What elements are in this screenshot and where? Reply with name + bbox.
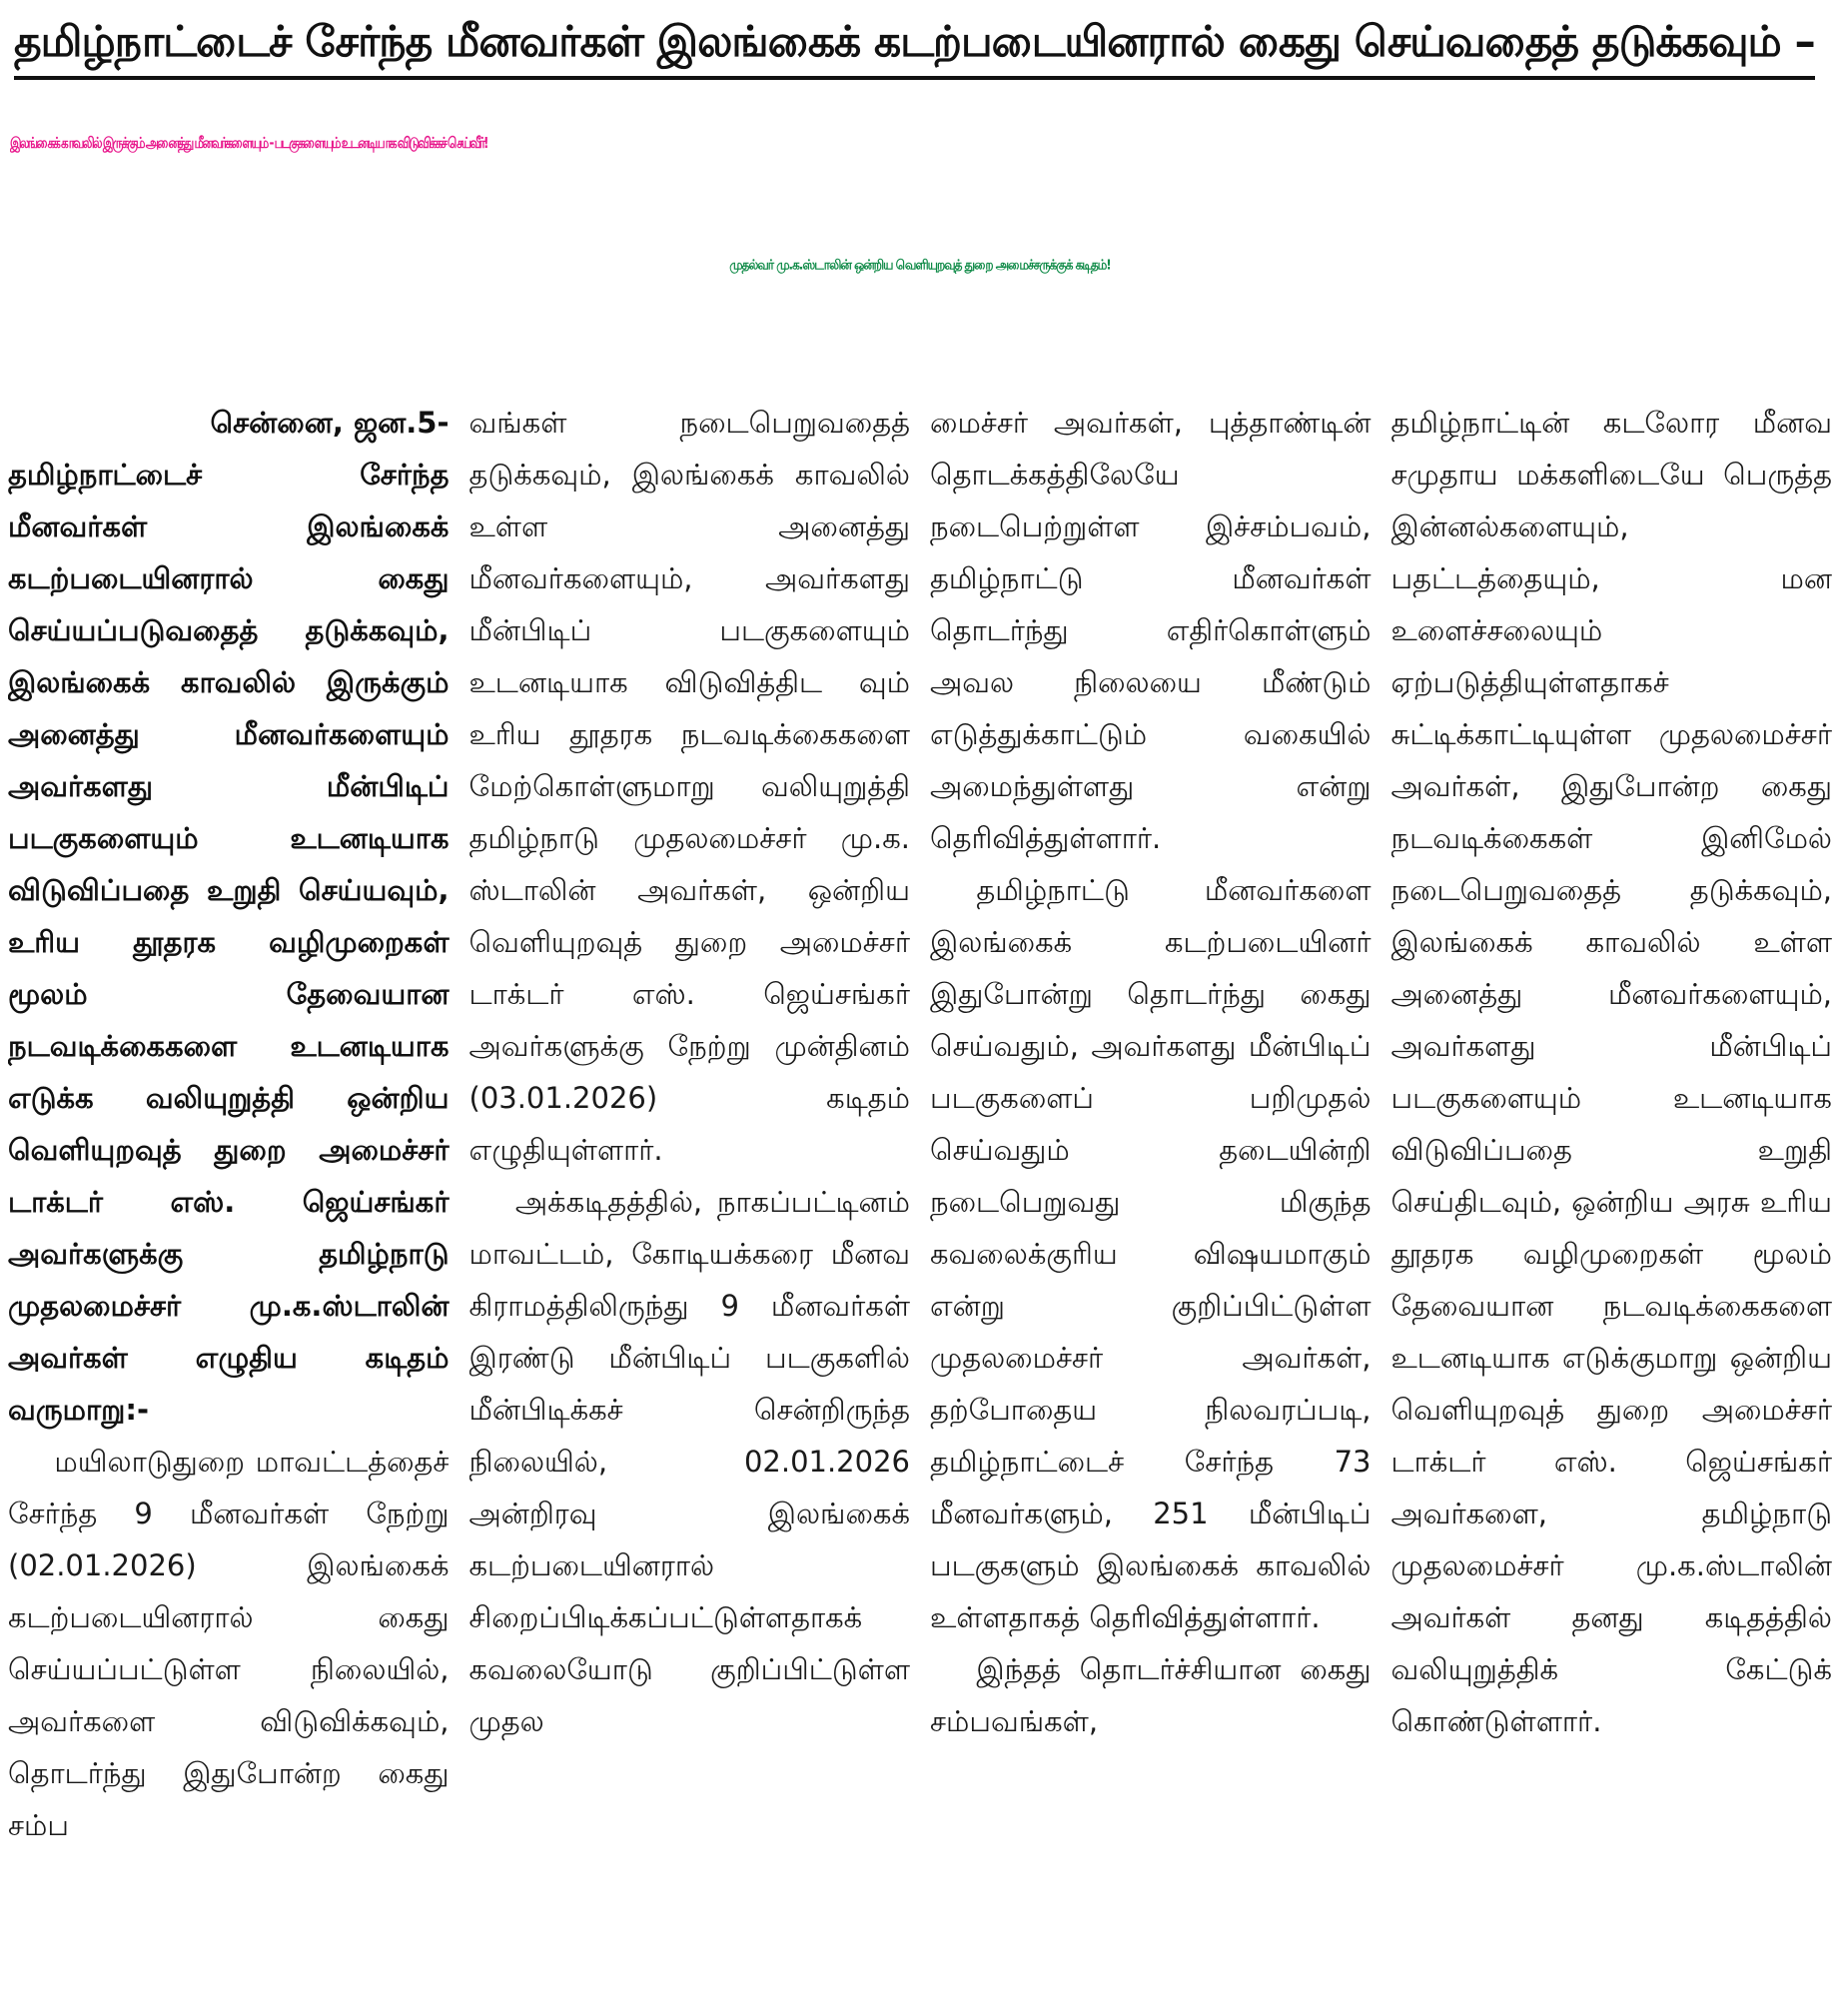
body-paragraph: மயிலாடுதுறை மாவட்டத்தைச் சேர்ந்த 9 மீனவர்கள் நேற்று (02.01.2026) இலங்கைக் கடற்படையினரால் கைது செய்யப்பட்டுள்ள நிலையில், அவர்களை விடுவிக்கவும், தொடர்ந்து இதுபோன்ற கைது சம்ப	[8, 1445, 450, 1842]
lead-paragraph	[8, 397, 450, 1436]
body-paragraph: தமிழ்நாட்டு மீனவர்களை இலங்கைக் கடற்படையினர் இதுபோன்று தொடர்ந்து கைது செய்வதும், அவர்களது மீன்பிடிப் படகுகளைப் பறிமுதல் செய்வதும் தடையின்றி நடைபெறுவது மிகுந்த கவலைக்குரிய விஷயமாகும் என்று குறிப்பிட்டுள்ள முதலமைச்சர் அவர்கள், தற்போதைய நிலவரப்படி, தமிழ்நாட்டைச் சேர்ந்த 73 மீனவர்களும், 251 மீன்பிடிப் படகுகளும் இலங்கைக் காவலில் உள்ளதாகத் தெரிவித்துள்ளார்.	[930, 873, 1372, 1634]
body-paragraph: இந்தத் தொடர்ச்சியான கைது சம்பவங்கள்,	[930, 1652, 1372, 1738]
column-2	[469, 397, 911, 2005]
article-kicker: தமிழ்நாட்டைச் சேர்ந்த மீனவர்கள் இலங்கைக் கடற்படையினரால் கைது செய்வதைத் தடுக்கவும் –	[14, 14, 1815, 80]
dateline: சென்னை, ஜன.5-	[210, 406, 450, 440]
article-subhead: முதல்வர் மு.க.ஸ்டாலின் ஒன்றிய வெளியுறவுத் துறை அமைச்சருக்குக் கடிதம்!	[729, 257, 1111, 273]
article-body-columns	[8, 397, 1832, 2005]
body-paragraph: தமிழ்நாட்டின் கடலோர மீனவ சமுதாய மக்களிடையே பெருத்த இன்னல்களையும், பதட்டத்தையும், மன உளைச்சலையும் ஏற்படுத்தியுள்ளதாகச் சுட்டிக்காட்டியுள்ள முதலமைச்சர் அவர்கள், இதுபோன்ற கைது நடவடிக்கைகள் இனிமேல் நடைபெறுவதைத் தடுக்கவும், இலங்கைக் காவலில் உள்ள அனைத்து மீனவர்களையும், அவர்களது மீன்பிடிப் படகுகளையும் உடனடியாக விடுவிப்பதை உறுதி செய்திடவும், ஒன்றிய அரசு உரிய தூதரக வழிமுறைகள் மூலம் தேவையான நடவடிக்கைகளை உடனடியாக எடுக்குமாறு ஒன்றிய வெளியுறவுத் துறை அமைச்சர் டாக்டர் எஸ். ஜெய்சங்கர் அவர்களை, தமிழ்நாடு முதலமைச்சர் மு.க.ஸ்டாலின் அவர்கள் தனது கடிதத்தில் வலியுறுத்திக் கேட்டுக் கொண்டுள்ளார்.	[1390, 406, 1832, 1738]
body-paragraph: மைச்சர் அவர்கள், புத்தாண்டின் தொடக்கத்திலேயே நடைபெற்றுள்ள இச்சம்பவம், தமிழ்நாட்டு மீனவர்கள் தொடர்ந்து எதிர்கொள்ளும் அவல நிலையை மீண்டும் எடுத்துக்காட்டும் வகையில் அமைந்துள்ளது என்று தெரிவித்துள்ளார்.	[930, 406, 1372, 855]
column-3	[930, 397, 1372, 2005]
body-paragraph: வங்கள் நடைபெறுவதைத் தடுக்கவும், இலங்கைக் காவலில் உள்ள அனைத்து மீனவர்களையும், அவர்களது மீன்பிடிப் படகுகளையும் உடனடியாக விடுவித்திட வும் உரிய தூதரக நடவடிக்கைகளை மேற்கொள்ளுமாறு வலியுறுத்தி தமிழ்நாடு முதலமைச்சர் மு.க. ஸ்டாலின் அவர்கள், ஒன்றிய வெளியுறவுத் துறை அமைச்சர் டாக்டர் எஸ். ஜெய்சங்கர் அவர்களுக்கு நேற்று முன்தினம் (03.01.2026) கடிதம் எழுதியுள்ளார்.	[468, 406, 910, 1167]
lead-text: தமிழ்நாட்டைச் சேர்ந்த மீனவர்கள் இலங்கைக் கடற்படையினரால் கைது செய்யப்படுவதைத் தடுக்கவும், இலங்கைக் காவலில் இருக்கும் அனைத்து மீனவர்களையும் அவர்களது மீன்பிடிப் படகுகளையும் உடனடியாக விடுவிப்பதை உறுதி செய்யவும், உரிய தூதரக வழிமுறைகள் மூலம் தேவையான நடவடிக்கைகளை உடனடியாக எடுக்க வலியுறுத்தி ஒன்றிய வெளியுறவுத் துறை அமைச்சர் டாக்டர் எஸ். ஜெய்சங்கர் அவர்களுக்கு தமிழ்நாடு முதலமைச்சர் மு.க.ஸ்டாலின் அவர்கள் எழுதிய கடிதம் வருமாறு:-	[8, 458, 450, 1427]
column-4	[1391, 397, 1833, 2005]
column-1	[8, 397, 450, 2005]
body-paragraph: அக்கடிதத்தில், நாகப்பட்டினம் மாவட்டம், கோடியக்கரை மீனவ கிராமத்திலிருந்து 9 மீனவர்கள் இரண்டு மீன்பிடிப் படகுகளில் மீன்பிடிக்கச் சென்றிருந்த நிலையில், 02.01.2026 அன்றிரவு இலங்கைக் கடற்படையினரால் சிறைப்பிடிக்கப்பட்டுள்ளதாகக் கவலையோடு குறிப்பிட்டுள்ள முதல	[468, 1185, 910, 1738]
article-headline: இலங்கைக் காவலில் இருக்கும் அனைத்து மீனவர்களையும் - படகுகளையும் உடனடியாக விடுவிக்கச் செய்வீர்!	[10, 134, 487, 152]
